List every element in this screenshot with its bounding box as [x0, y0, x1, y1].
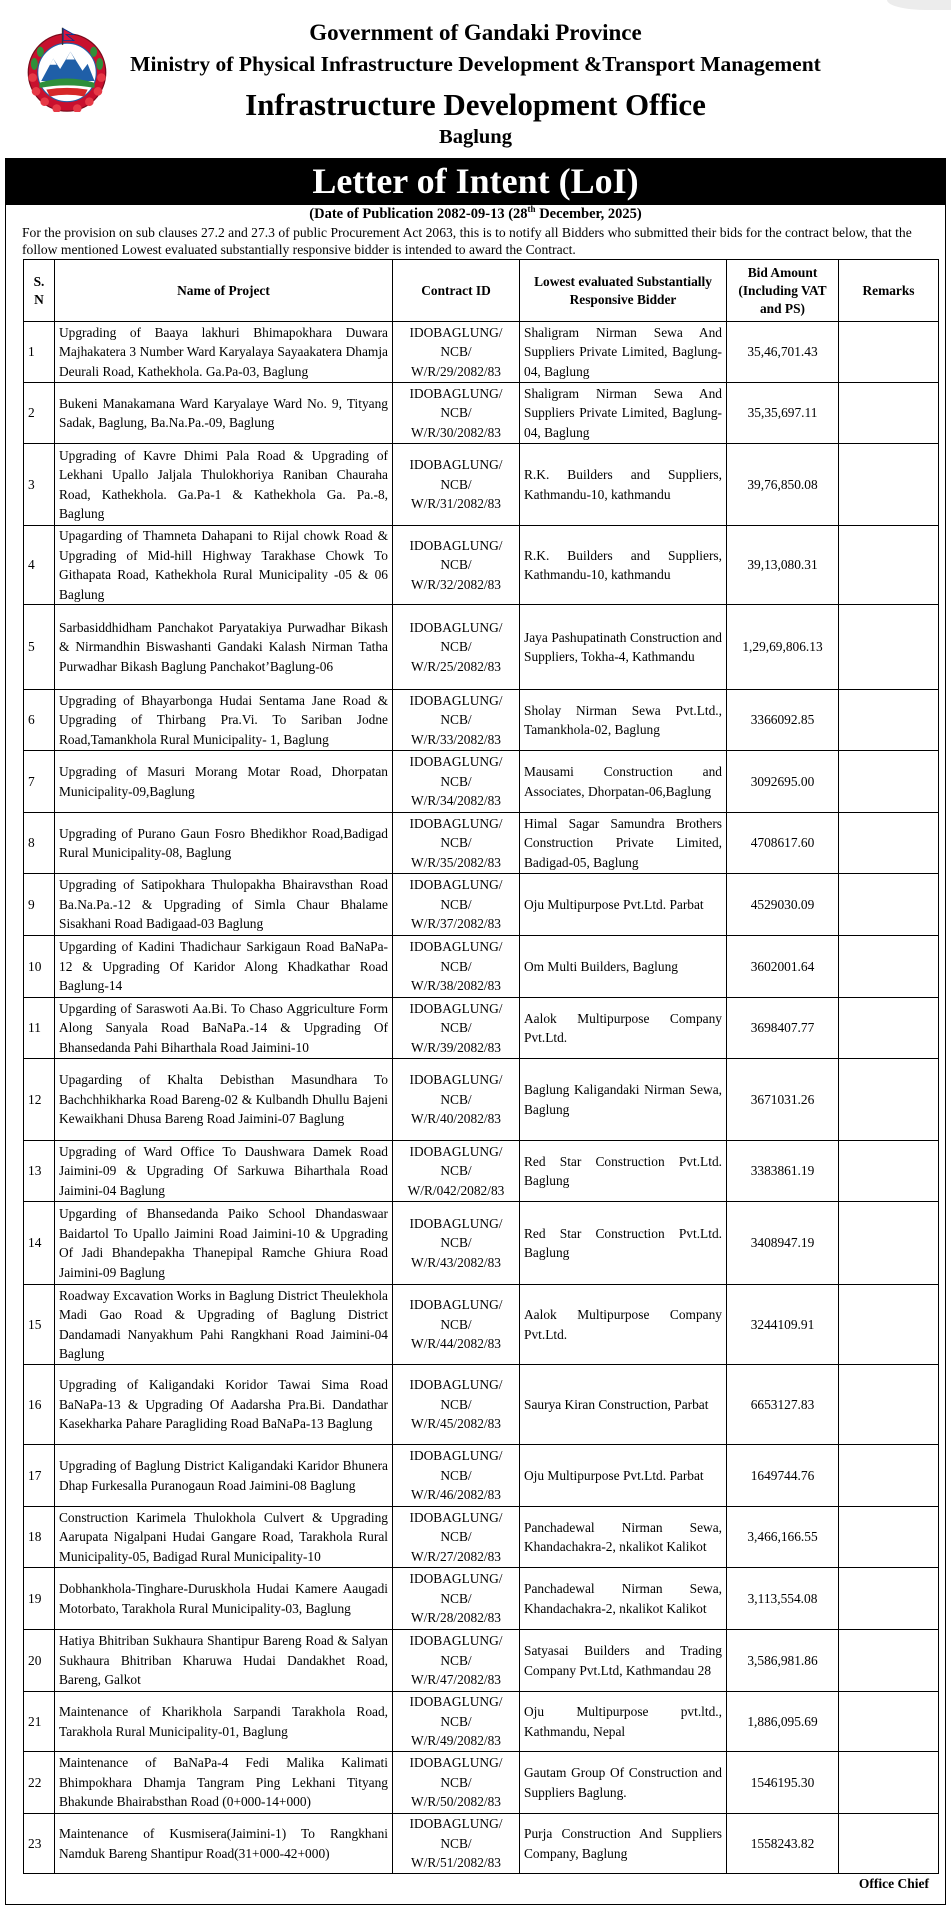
page-fold-corner [887, 0, 951, 10]
project-name-cell: Roadway Excavation Works in Baglung District Theulekhola Madi Gao Road & Upgrading of Baglung District Dandamadi Nanyakhum Pahi Rangkhani Road Jaimini-04 Baglung [55, 1285, 393, 1365]
serial-number-cell: 22 [24, 1752, 55, 1814]
table-row [24, 1445, 939, 1507]
office-location: Baglung [439, 126, 512, 148]
bid-amount-cell: 1558243.82 [727, 1814, 839, 1874]
remarks-cell [839, 813, 939, 874]
ministry-title: Ministry of Physical Infrastructure Development &Transport Management [130, 52, 821, 76]
table-row [24, 751, 939, 813]
project-name-cell: Upgrading of Purano Gaun Fosro Bhedikhor Road,Badigad Rural Municipality-08, Baglung [55, 813, 393, 874]
serial-number-cell: 12 [24, 1059, 55, 1141]
remarks-cell [839, 751, 939, 813]
serial-number-cell: 9 [24, 874, 55, 936]
bidder-cell: Red Star Construction Pvt.Ltd. Baglung [520, 1202, 727, 1285]
remarks-cell [839, 1285, 939, 1365]
serial-number-cell: 5 [24, 605, 55, 690]
bid-amount-cell: 1649744.76 [727, 1445, 839, 1507]
bid-amount-cell: 4529030.09 [727, 874, 839, 936]
project-name-cell: Upgrading of Satipokhara Thulopakha Bhairavsthan Road Ba.Na.Pa.-12 & Upgrading of Simla Chaur Bhalame Sisakhani Road Badigaad-03 Baglung [55, 874, 393, 936]
contract-id-cell: IDOBAGLUNG/ NCB/ W/R/34/2082/83 [393, 751, 520, 813]
bidder-cell: Panchadewal Nirman Sewa, Khandachakra-2, nkalikot Kalikot [520, 1568, 727, 1630]
table-row [24, 1814, 939, 1874]
remarks-cell [839, 1568, 939, 1630]
remarks-cell [839, 526, 939, 605]
notice-title-banner: Letter of Intent (LoI) [5, 158, 946, 205]
contract-id-cell: IDOBAGLUNG/ NCB/ W/R/37/2082/83 [393, 874, 520, 936]
serial-number-cell: 23 [24, 1814, 55, 1874]
serial-number-cell: 4 [24, 526, 55, 605]
contract-id-cell: IDOBAGLUNG/ NCB/ W/R/31/2082/83 [393, 444, 520, 526]
bid-amount-cell: 6653127.83 [727, 1365, 839, 1445]
publication-date-suffix: December, 2025) [535, 206, 642, 222]
contract-id-cell: IDOBAGLUNG/ NCB/ W/R/40/2082/83 [393, 1059, 520, 1141]
project-name-cell: Upgrading of Ward Office To Daushwara Damek Road Jaimini-09 & Upgrading Of Sarkuwa Biharthala Road Jaimini-04 Baglung [55, 1141, 393, 1202]
remarks-cell [839, 1752, 939, 1814]
bid-amount-cell: 39,76,850.08 [727, 444, 839, 526]
contract-id-cell: IDOBAGLUNG/ NCB/ W/R/47/2082/83 [393, 1630, 520, 1692]
contract-id-cell: IDOBAGLUNG/ NCB/ W/R/27/2082/83 [393, 1507, 520, 1568]
serial-number-cell: 19 [24, 1568, 55, 1630]
bid-amount-cell: 3,113,554.08 [727, 1568, 839, 1630]
bid-amount-cell: 4708617.60 [727, 813, 839, 874]
contract-id-cell: IDOBAGLUNG/ NCB/ W/R/042/2082/83 [393, 1141, 520, 1202]
contract-id-cell: IDOBAGLUNG/ NCB/ W/R/44/2082/83 [393, 1285, 520, 1365]
project-name-cell: Upagarding of Thamneta Dahapani to Rijal chowk Road & Upgrading of Mid-hill Highway Tarakhase Chowk To Githapata Road, Kathekhola Rural Municipality -05 & 06 Baglung [55, 526, 393, 605]
table-row [24, 998, 939, 1059]
remarks-cell [839, 605, 939, 690]
project-name-cell: Bukeni Manakamana Ward Karyalaye Ward No. 9, Tityang Sadak, Baglung, Ba.Na.Pa.-09, Baglung [55, 383, 393, 444]
project-name-cell: Upgrading of Baaya lakhuri Bhimapokhara Duwara Majhakatera 3 Number Ward Karyalaya Sayaakatera Dhamja Deurali Road, Kathekhola. Ga.Pa-03, Baglung [55, 322, 393, 383]
table-row [24, 322, 939, 383]
project-name-cell: Upgrading of Bhayarbonga Hudai Sentama Jane Road & Upgrading of Thirbang Pra.Vi. To Sariban Jodne Road,Tamankhola Rural Municipality- 1, Baglung [55, 690, 393, 751]
remarks-cell [839, 383, 939, 444]
table-row [24, 1285, 939, 1365]
remarks-cell [839, 1202, 939, 1285]
remarks-cell [839, 1059, 939, 1141]
bid-amount-cell: 3,466,166.55 [727, 1507, 839, 1568]
serial-number-cell: 6 [24, 690, 55, 751]
table-row [24, 874, 939, 936]
contract-id-cell: IDOBAGLUNG/ NCB/ W/R/51/2082/83 [393, 1814, 520, 1874]
contract-id-cell: IDOBAGLUNG/ NCB/ W/R/29/2082/83 [393, 322, 520, 383]
bidder-cell: Himal Sagar Samundra Brothers Construction Private Limited, Badigad-05, Baglung [520, 813, 727, 874]
contract-id-cell: IDOBAGLUNG/ NCB/ W/R/39/2082/83 [393, 998, 520, 1059]
serial-number-cell: 14 [24, 1202, 55, 1285]
bidder-cell: Purja Construction And Suppliers Company, Baglung [520, 1814, 727, 1874]
project-name-cell: Upgrading of Masuri Morang Motar Road, Dhorpatan Municipality-09,Baglung [55, 751, 393, 813]
project-name-cell: Sarbasiddhidham Panchakot Paryatakiya Purwadhar Bikash & Nirmandhin Biswashanti Gandaki Kalash Nirman Tatha Purwadhar Bikash Baglung Panchakot’Baglung-06 [55, 605, 393, 690]
remarks-cell [839, 1814, 939, 1874]
remarks-cell [839, 1630, 939, 1692]
bid-amount-cell: 35,46,701.43 [727, 322, 839, 383]
bid-amount-cell: 3602001.64 [727, 936, 839, 998]
bidders-table [23, 259, 939, 1874]
project-name-cell: Upgrading of Baglung District Kaligandaki Karidor Bhunera Dhap Furkesalla Puranogaun Road Jaimini-08 Baglung [55, 1445, 393, 1507]
serial-number-cell: 2 [24, 383, 55, 444]
bidder-cell: Sholay Nirman Sewa Pvt.Ltd., Tamankhola-02, Baglung [520, 690, 727, 751]
publication-date-ordinal: th [527, 204, 536, 214]
bidder-cell: Shaligram Nirman Sewa And Suppliers Private Limited, Baglung-04, Baglung [520, 322, 727, 383]
contract-id-cell: IDOBAGLUNG/ NCB/ W/R/33/2082/83 [393, 690, 520, 751]
serial-number-cell: 16 [24, 1365, 55, 1445]
bid-amount-cell: 3244109.91 [727, 1285, 839, 1365]
bid-amount-cell: 1546195.30 [727, 1752, 839, 1814]
contract-id-cell: IDOBAGLUNG/ NCB/ W/R/45/2082/83 [393, 1365, 520, 1445]
bid-amount-cell: 3698407.77 [727, 998, 839, 1059]
office-title: Infrastructure Development Office [245, 87, 706, 122]
bidder-cell: Aalok Multipurpose Company Pvt.Ltd. [520, 1285, 727, 1365]
table-row [24, 1752, 939, 1814]
remarks-cell [839, 998, 939, 1059]
contract-id-cell: IDOBAGLUNG/ NCB/ W/R/25/2082/83 [393, 605, 520, 690]
header-remarks: Remarks [839, 260, 939, 322]
project-name-cell: Upgarding of Saraswoti Aa.Bi. To Chaso Aggriculture Form Along Sanyala Road BaNaPa.-14 & Upgrading Of Bhansedanda Pahi Biharthala Road Jaimini-10 [55, 998, 393, 1059]
bidder-cell: Om Multi Builders, Baglung [520, 936, 727, 998]
serial-number-cell: 21 [24, 1692, 55, 1752]
remarks-cell [839, 1692, 939, 1752]
bidder-cell: Shaligram Nirman Sewa And Suppliers Private Limited, Baglung-04, Baglung [520, 383, 727, 444]
bid-amount-cell: 3671031.26 [727, 1059, 839, 1141]
contract-id-cell: IDOBAGLUNG/ NCB/ W/R/38/2082/83 [393, 936, 520, 998]
header-bid-amount: Bid Amount (Including VAT and PS) [727, 260, 839, 322]
table-row [24, 1568, 939, 1630]
project-name-cell: Maintenance of Kharikhola Sarpandi Tarakhola Road, Tarakhola Rural Municipality-01, Baglung [55, 1692, 393, 1752]
serial-number-cell: 20 [24, 1630, 55, 1692]
remarks-cell [839, 1445, 939, 1507]
project-name-cell: Upgrading of Kavre Dhimi Pala Road & Upgrading of Lekhani Upallo Jaljala Thulokhoriya Raniban Chauraha Road, Kathekhola. Ga.Pa-1 & Kathekhola Ga. Pa.-8, Baglung [55, 444, 393, 526]
bid-amount-cell: 3092695.00 [727, 751, 839, 813]
bidder-cell: Baglung Kaligandaki Nirman Sewa, Baglung [520, 1059, 727, 1141]
serial-number-cell: 1 [24, 322, 55, 383]
serial-number-cell: 11 [24, 998, 55, 1059]
contract-id-cell: IDOBAGLUNG/ NCB/ W/R/50/2082/83 [393, 1752, 520, 1814]
table-row [24, 1692, 939, 1752]
table-row [24, 1059, 939, 1141]
government-title: Government of Gandaki Province [309, 20, 642, 45]
serial-number-cell: 15 [24, 1285, 55, 1365]
table-row [24, 690, 939, 751]
header-serial-number: S. N [24, 260, 55, 322]
publication-date-prefix: (Date of Publication 2082-09-13 (28 [309, 206, 528, 222]
table-row [24, 605, 939, 690]
remarks-cell [839, 444, 939, 526]
contract-id-cell: IDOBAGLUNG/ NCB/ W/R/43/2082/83 [393, 1202, 520, 1285]
contract-id-cell: IDOBAGLUNG/ NCB/ W/R/30/2082/83 [393, 383, 520, 444]
header-bidder: Lowest evaluated Substantially Responsive Bidder [520, 260, 727, 322]
project-name-cell: Maintenance of BaNaPa-4 Fedi Malika Kalimati Bhimpokhara Dhamja Tangram Ping Lekhani Tityang Bhakunde Bhairabsthan Road (0+000-14+000) [55, 1752, 393, 1814]
contract-id-cell: IDOBAGLUNG/ NCB/ W/R/28/2082/83 [393, 1568, 520, 1630]
bid-amount-cell: 39,13,080.31 [727, 526, 839, 605]
project-name-cell: Upgarding of Bhansedanda Paiko School Dhandaswaar Baidartol To Upallo Jaimini Road Jaimini-10 & Upgrading Of Jadi Bhandepakha Thanepipal Ramche Ghiura Road Jaimini-09 Baglung [55, 1202, 393, 1285]
project-name-cell: Construction Karimela Thulokhola Culvert & Upgrading Aarupata Nigalpani Hudai Gangare Road, Tarakhola Rural Municipality-05, Badigad Rural Municipality-10 [55, 1507, 393, 1568]
table-row [24, 1365, 939, 1445]
bidder-cell: Saurya Kiran Construction, Parbat [520, 1365, 727, 1445]
project-name-cell: Upgrading of Kaligandaki Koridor Tawai Sima Road BaNaPa-13 & Upgrading Of Aadarsha Pra.Bi. Dandathar Kasekharka Pahare Paragliding Road BaNaPa-13 Baglung [55, 1365, 393, 1445]
table-row [24, 1141, 939, 1202]
table-row [24, 383, 939, 444]
serial-number-cell: 13 [24, 1141, 55, 1202]
table-row [24, 444, 939, 526]
table-row [24, 526, 939, 605]
bid-amount-cell: 3408947.19 [727, 1202, 839, 1285]
table-row [24, 936, 939, 998]
bidder-cell: Satyasai Builders and Trading Company Pvt.Ltd, Kathmandau 28 [520, 1630, 727, 1692]
bidder-cell: Panchadewal Nirman Sewa, Khandachakra-2, nkalikot Kalikot [520, 1507, 727, 1568]
remarks-cell [839, 936, 939, 998]
remarks-cell [839, 1365, 939, 1445]
table-row [24, 1202, 939, 1285]
bidder-cell: Jaya Pashupatinath Construction and Suppliers, Tokha-4, Kathmandu [520, 605, 727, 690]
serial-number-cell: 7 [24, 751, 55, 813]
serial-number-cell: 18 [24, 1507, 55, 1568]
bidder-cell: Mausami Construction and Associates, Dhorpatan-06,Baglung [520, 751, 727, 813]
signatory-title: Office Chief [858, 1876, 929, 1891]
serial-number-cell: 8 [24, 813, 55, 874]
bid-amount-cell: 3,586,981.86 [727, 1630, 839, 1692]
table-header-row [24, 260, 939, 322]
bid-amount-cell: 1,886,095.69 [727, 1692, 839, 1752]
contract-id-cell: IDOBAGLUNG/ NCB/ W/R/35/2082/83 [393, 813, 520, 874]
table-body [24, 322, 939, 1874]
project-name-cell: Maintenance of Kusmisera(Jaimini-1) To Rangkhani Namduk Bareng Shantipur Road(31+000-42+000) [55, 1814, 393, 1874]
bidder-cell: Oju Multipurpose Pvt.Ltd. Parbat [520, 874, 727, 936]
bidder-cell: R.K. Builders and Suppliers, Kathmandu-10, kathmandu [520, 444, 727, 526]
bid-amount-cell: 35,35,697.11 [727, 383, 839, 444]
remarks-cell [839, 1507, 939, 1568]
header-contract-id: Contract ID [393, 260, 520, 322]
project-name-cell: Upgarding of Kadini Thadichaur Sarkigaun Road BaNaPa-12 & Upgrading Of Karidor Along Khadkathar Road Baglung-14 [55, 936, 393, 998]
table-row [24, 813, 939, 874]
bidder-cell: R.K. Builders and Suppliers, Kathmandu-10, kathmandu [520, 526, 727, 605]
project-name-cell: Hatiya Bhitriban Sukhaura Shantipur Bareng Road & Salyan Sukhaura Bhitriban Kharuwa Hudai Dandakhet Road, Bareng, Galkot [55, 1630, 393, 1692]
serial-number-cell: 10 [24, 936, 55, 998]
bid-amount-cell: 1,29,69,806.13 [727, 605, 839, 690]
serial-number-cell: 17 [24, 1445, 55, 1507]
bid-amount-cell: 3366092.85 [727, 690, 839, 751]
remarks-cell [839, 874, 939, 936]
bidder-cell: Red Star Construction Pvt.Ltd. Baglung [520, 1141, 727, 1202]
project-name-cell: Dobhankhola-Tinghare-Duruskhola Hudai Kamere Aaugadi Motorbato, Tarakhola Rural Municipality-03, Baglung [55, 1568, 393, 1630]
bid-amount-cell: 3383861.19 [727, 1141, 839, 1202]
serial-number-cell: 3 [24, 444, 55, 526]
bidder-cell: Oju Multipurpose Pvt.Ltd. Parbat [520, 1445, 727, 1507]
remarks-cell [839, 690, 939, 751]
bidder-cell: Oju Multipurpose pvt.ltd., Kathmandu, Nepal [520, 1692, 727, 1752]
table-row [24, 1630, 939, 1692]
publication-date [0, 205, 951, 224]
contract-id-cell: IDOBAGLUNG/ NCB/ W/R/46/2082/83 [393, 1445, 520, 1507]
bidder-cell: Aalok Multipurpose Company Pvt.Ltd. [520, 998, 727, 1059]
remarks-cell [839, 322, 939, 383]
intro-paragraph: For the provision on sub clauses 27.2 and 27.3 of public Procurement Act 2063, this is to notify all Bidders who submitted their bids for the contract below, that the follow mentioned Lowest evaluated substantially responsive bidder is intended to award the Contract. [22, 225, 912, 257]
bidder-cell: Gautam Group Of Construction and Suppliers Baglung. [520, 1752, 727, 1814]
project-name-cell: Upagarding of Khalta Debisthan Masundhara To Bachchhikharka Road Bareng-02 & Kulbandh Dhullu Bajeni Kewaikhani Dhusa Bareng Road Jaimini-07 Baglung [55, 1059, 393, 1141]
remarks-cell [839, 1141, 939, 1202]
header-project-name: Name of Project [55, 260, 393, 322]
contract-id-cell: IDOBAGLUNG/ NCB/ W/R/49/2082/83 [393, 1692, 520, 1752]
contract-id-cell: IDOBAGLUNG/ NCB/ W/R/32/2082/83 [393, 526, 520, 605]
table-row [24, 1507, 939, 1568]
